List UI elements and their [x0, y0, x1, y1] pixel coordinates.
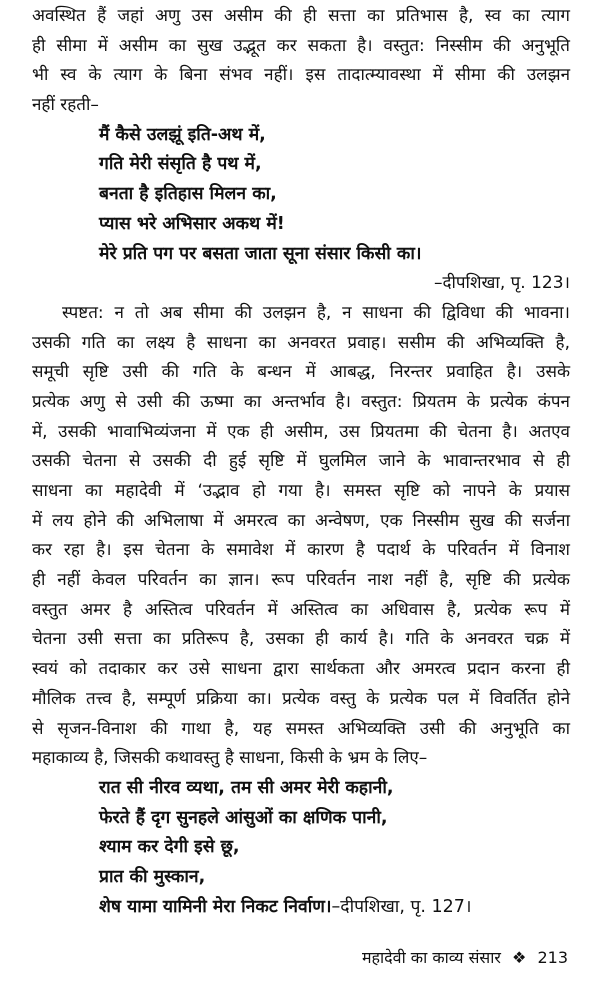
verse-line: प्यास भरे अभिसार अकथ में!	[99, 213, 285, 234]
text-line: में, उसकी भावाभिव्यंजना में एक ही असीम, उस प्रियतमा की चेतना है। अतएव	[32, 421, 570, 442]
text-line: नहीं रहती–	[32, 95, 99, 116]
verse-line: श्याम कर देगी इसे छू,	[99, 837, 240, 858]
text-line: ही सीमा में असीम का सुख उद्भूत कर सकता है। वस्तुत: निस्सीम की अनुभूति	[32, 35, 570, 56]
text-line: स्पष्टत: न तो अब सीमा की उलझन है, न साधना की द्विविधा की भावना।	[62, 302, 570, 323]
text-line: कर रहा है। इस चेतना के समावेश में कारण है पदार्थ के परिवर्तन में विनाश	[32, 540, 570, 561]
verse-line: प्रात की मुस्कान,	[99, 866, 206, 887]
verse-block-2	[32, 774, 570, 922]
verse-line	[32, 893, 570, 923]
text-line: समूची सृष्टि उसी की गति के बन्धन में आबद्ध, निरन्तर प्रवाहित है। उसके	[32, 362, 570, 383]
verse-line: मैं कैसे उलझूं इति-अथ में,	[99, 124, 266, 145]
page-number: 213	[537, 948, 568, 967]
text-line: से सृजन-विनाश की गाथा है, यह समस्त अभिव्यक्ति उसी की अनुभूति का	[32, 718, 570, 739]
text-line: अवस्थित हैं जहां अणु उस असीम की ही सत्ता का प्रतिभास है, स्व का त्याग	[32, 6, 570, 26]
verse-line-text: शेष यामा यामिनी मेरा निकट निर्वाण।	[99, 896, 332, 917]
ornament-icon: ❖	[512, 948, 527, 967]
verse-line: रात सी नीरव व्यथा, तम सी अमर मेरी कहानी,	[99, 777, 394, 798]
text-line: ही नहीं केवल परिवर्तन का ज्ञान। रूप परिवर्तन नाश नहीं है, सृष्टि की प्रत्येक	[32, 570, 570, 591]
text-line: स्वयं को तदाकार कर उसे साधना द्वारा सार्थकता और अमरत्व प्रदान करना ही	[32, 659, 570, 680]
text-line: मौलिक तत्त्व है, सम्पूर्ण प्रक्रिया का। प्रत्येक वस्तु के प्रत्येक पल में विवर्तित होने	[32, 688, 570, 709]
page-footer	[362, 944, 568, 972]
verse-line: बनता है इतिहास मिलन का,	[99, 184, 277, 205]
text-line: साधना का महादेवी में ‘उद्भाव हो गया है। समस्त सृष्टि को नापने के प्रयास	[32, 481, 570, 501]
text-line: भी स्व के त्याग के बिना संभव नहीं। इस तादात्म्यावस्था में सीमा की उलझन	[32, 65, 570, 86]
text-line: प्रत्येक अणु से उसी की ऊष्मा का अन्तर्भाव है। वस्तुत: प्रियतम के प्रत्येक कंपन	[32, 391, 570, 412]
text-line: उसकी गति का लक्ष्य है साधना का अनवरत प्रवाह। ससीम की अभिव्यक्ति है,	[32, 332, 570, 353]
text-line: उसकी चेतना से उसकी दी हुई सृष्टि में घुलमिल जाने के भावान्तरभाव से ही	[32, 451, 570, 472]
page-body	[32, 2, 570, 922]
text-line: वस्तुत अमर है अस्तित्व परिवर्तन में अस्तित्व का अधिवास है, प्रत्येक रूप में	[32, 599, 570, 620]
citation: –दीपशिखा, पृ. 127।	[331, 896, 472, 917]
running-title: महादेवी का काव्य संसार	[361, 948, 501, 967]
citation: –दीपशिखा, पृ. 123।	[433, 273, 570, 294]
text-line: चेतना उसी सत्ता का प्रतिरूप है, उसका ही कार्य है। गति के अनवरत चक्र में	[32, 629, 570, 650]
text-line: महाकाव्य है, जिसकी कथावस्तु है साधना, किसी के भ्रम के लिए–	[32, 748, 428, 769]
text-line: में लय होने की अभिलाषा में अमरत्व का अन्वेषण, एक निस्सीम सुख की सर्जना	[32, 510, 570, 531]
verse-line: गति मेरी संसृति है पथ में,	[99, 154, 262, 175]
verse-block-1	[32, 121, 570, 269]
verse-line: मेरे प्रति पग पर बसता जाता सूना संसार किसी का।	[99, 243, 422, 264]
verse-line: फेरते हैं दृग सुनहले आंसुओं का क्षणिक पानी,	[99, 807, 388, 828]
